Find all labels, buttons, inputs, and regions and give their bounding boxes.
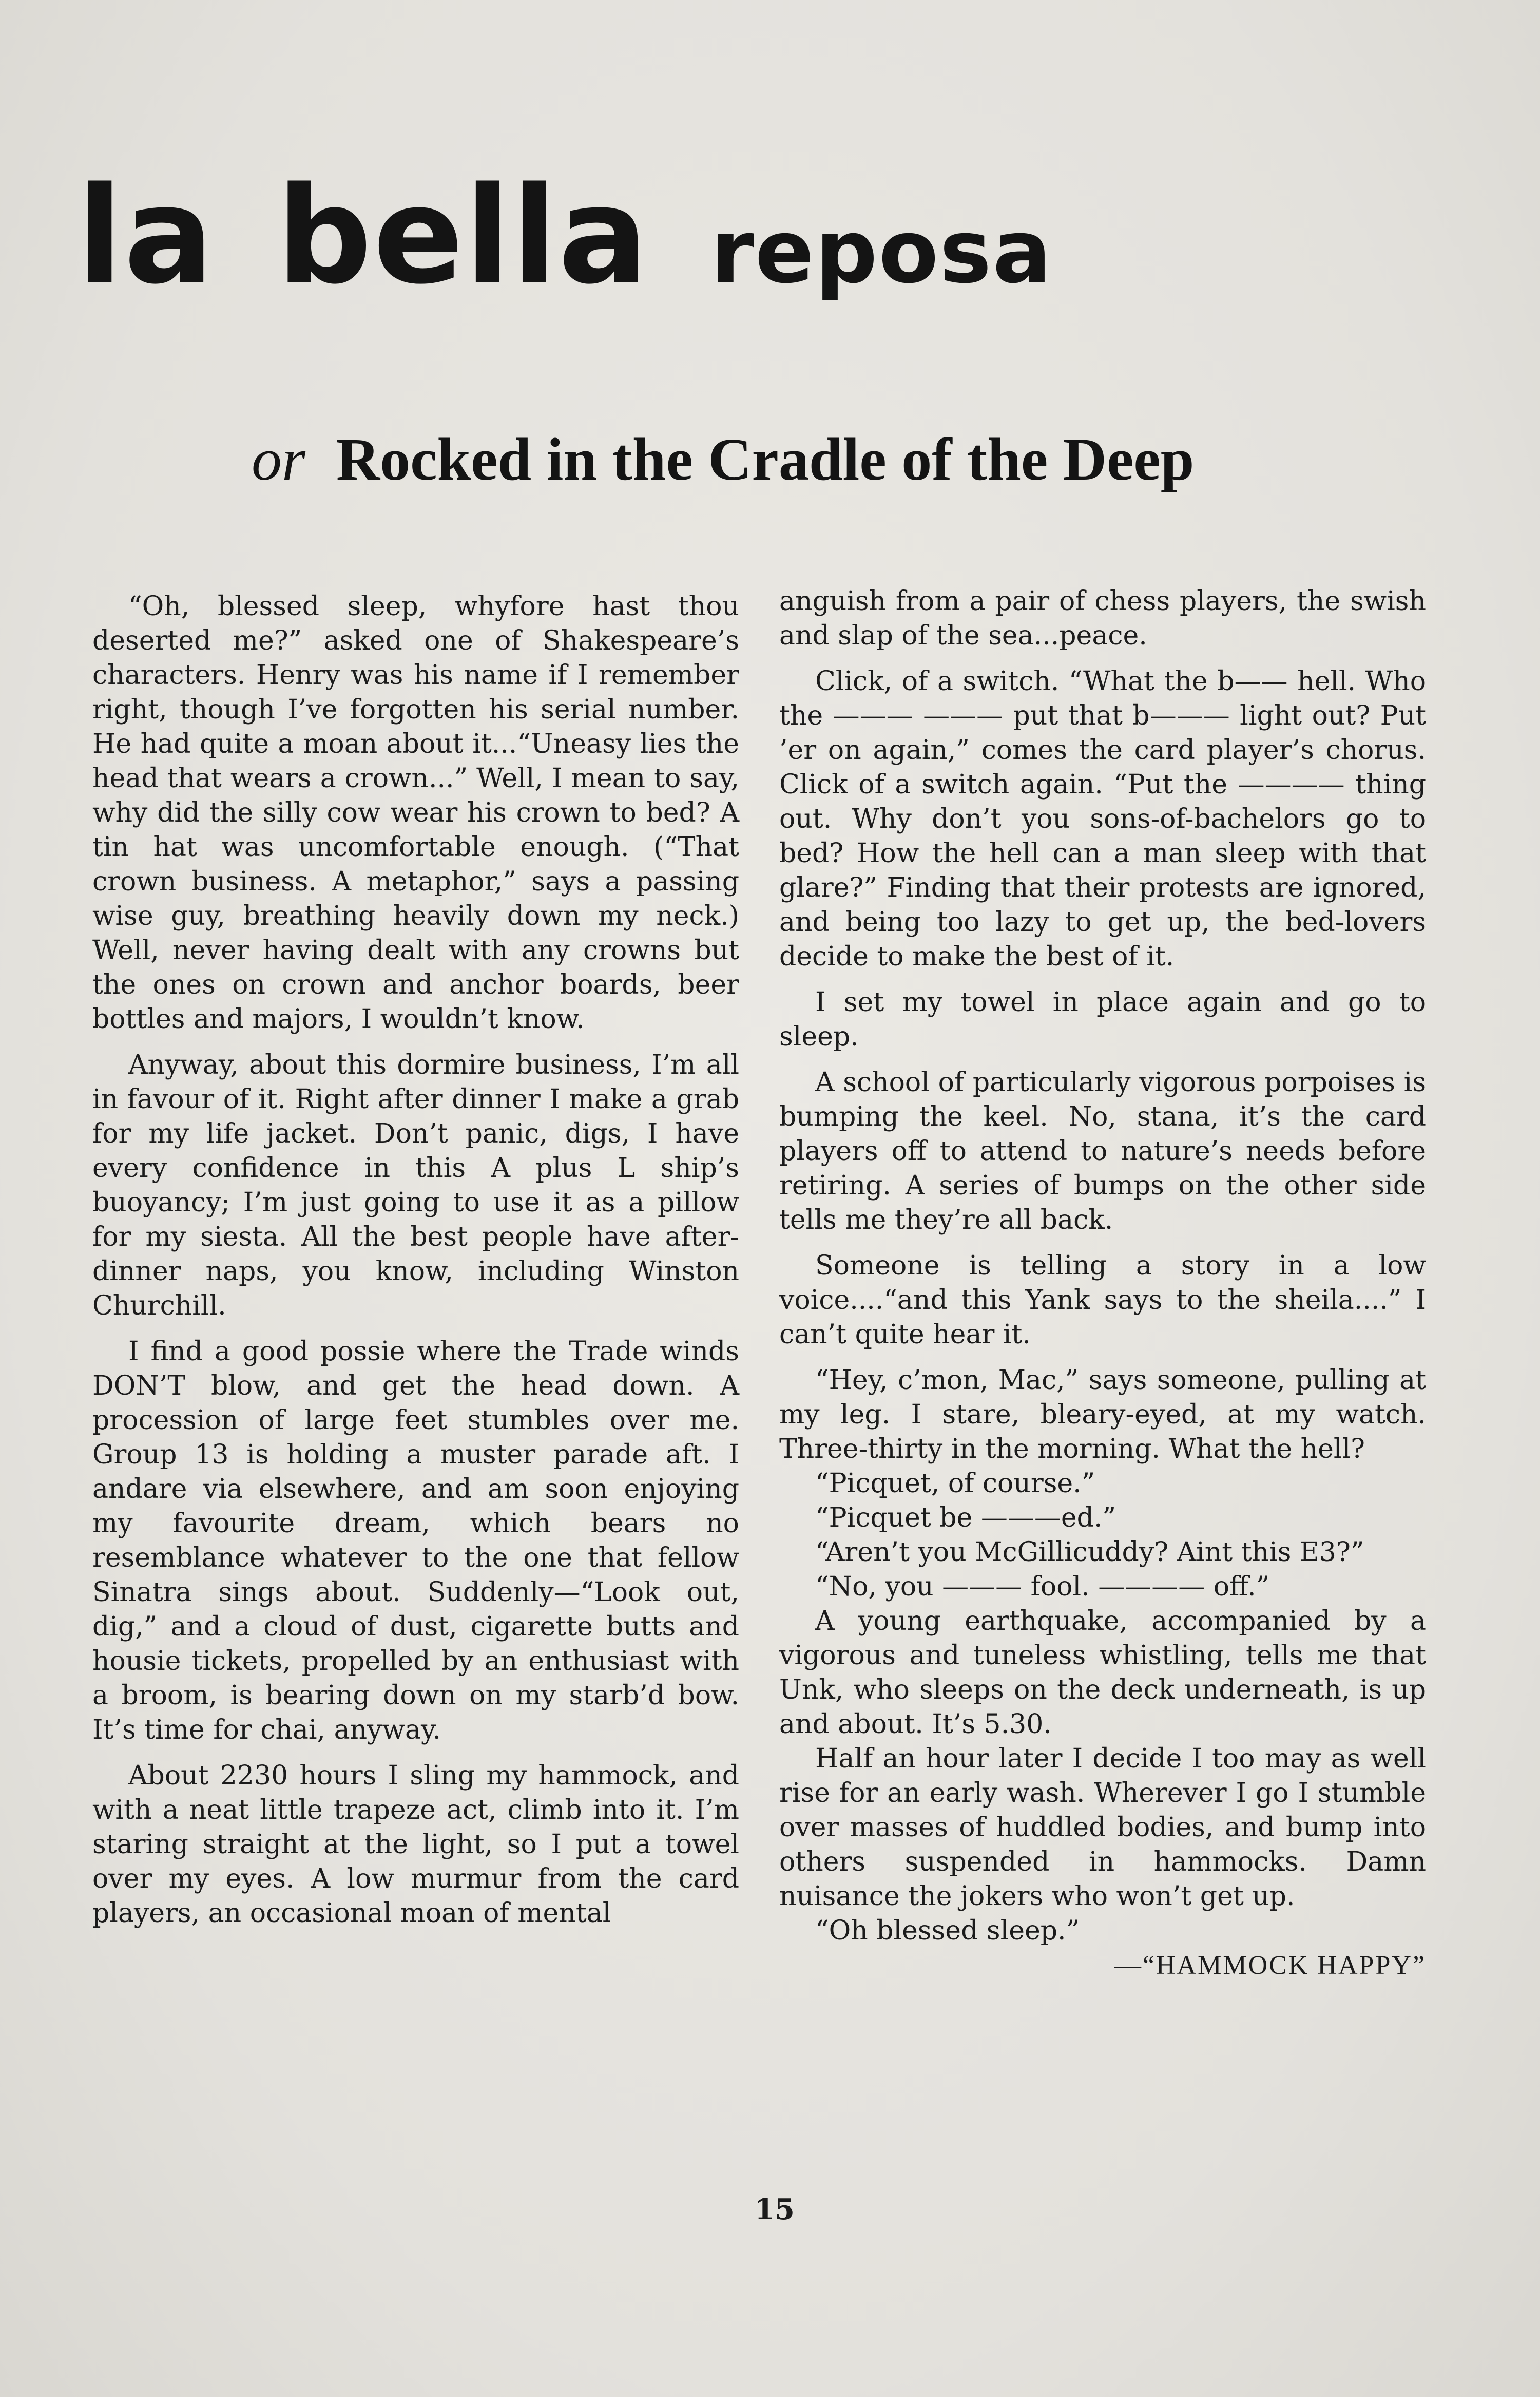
title-word-bella: bella (276, 159, 649, 314)
dialogue-line: “No, you ——— fool. ———— off.” (815, 1571, 1270, 1602)
paragraph: I find a good possie where the Trade winds DON’T blow, and get the head down. A procession of large feet stumbles over me. Group 13 is holding a muster parade aft. I andare via elsewhere, and am soon enjoying my favourite dream, which bears no resemblance whatever to the one that fellow Sinatra sings about. Suddenly—“Look out, dig,” and a cloud of dust, cigarette butts and housie tickets, propelled by an enthusiast with a broom, is bearing down on my starb’d bow. It’s time for chai, anyway. (92, 1336, 739, 1745)
paragraph: About 2230 hours I sling my hammock, and with a neat little trapeze act, climb into it. I’m staring straight at the light, so I put a towel over my eyes. A low murmur from the card players, an occasional moan of mental (92, 1760, 739, 1929)
left-column (92, 589, 739, 1942)
subtitle-prefix: or (252, 426, 305, 493)
author-signature: —“HAMMOCK HAPPY” (1114, 1951, 1426, 1980)
dialogue-line: “Aren’t you McGillicuddy? Aint this E3?” (815, 1537, 1364, 1568)
paragraph: A young earthquake, accompanied by a vigorous and tuneless whistling, tells me that Unk, who sleeps on the deck underneath, is up and about. It’s 5.30. (779, 1606, 1426, 1740)
paragraph: Someone is telling a story in a low voice....“and this Yank says to the sheila....” I can’t quite hear it. (779, 1250, 1426, 1350)
article-subtitle (252, 426, 1417, 493)
paragraph: anguish from a pair of chess players, the swish and slap of the sea...peace. (779, 586, 1426, 651)
paragraph: I set my towel in place again and go to sleep. (779, 987, 1426, 1052)
paragraph: Anyway, about this dormire business, I’m all in favour of it. Right after dinner I make a grab for my life jacket. Don’t panic, digs, I have every confidence in this A plus L ship’s buoyancy; I’m just going to use it as a pillow for my siesta. All the best people have after-dinner naps, you know, including Winston Churchill. (92, 1050, 739, 1321)
paragraph: “Oh, blessed sleep, whyfore hast thou deserted me?” asked one of Shakespeare’s characters. Henry was his name if I remember right, though I’ve forgotten his serial number. He had quite a moan about it...“Uneasy lies the head that wears a crown...” Well, I mean to say, why did the silly cow wear his crown to bed? A tin hat was uncomfortable enough. (“That crown business. A metaphor,” says a passing wise guy, breathing heavily down my neck.) Well, never having dealt with any crowns but the ones on crown and anchor boards, beer bottles and majors, I wouldn’t know. (92, 591, 739, 1035)
paragraph: A school of particularly vigorous porpoises is bumping the keel. No, stana, it’s the card players off to attend to nature’s needs before retiring. A series of bumps on the other side tells me they’re all back. (779, 1067, 1426, 1235)
page-number: 15 (755, 2193, 795, 2227)
dialogue-line: “Oh blessed sleep.” (815, 1915, 1080, 1946)
subtitle-main: Rocked in the Cradle of the Deep (336, 426, 1195, 493)
dialogue-line: “Picquet, of course.” (815, 1468, 1095, 1499)
paragraph: Half an hour later I decide I too may as well rise for an early wash. Wherever I go I stumble over masses of huddled bodies, and bump into others suspended in hammocks. Damn nuisance the jokers who won’t get up. (779, 1743, 1426, 1912)
article-title (77, 159, 1053, 314)
title-word-reposa: reposa (710, 201, 1053, 303)
right-column (779, 584, 1426, 1994)
paragraph: Click, of a switch. “What the b—— hell. Who the ——— ——— put that b——— light out? Put ’er on again,” comes the card player’s chorus. Click of a switch again. “Put the ———— thing out. Why don’t you sons-of-bachelors go to bed? How the hell can a man sleep with that glare?” Finding that their protests are ignored, and being too lazy to get up, the bed-lovers decide to make the best of it. (779, 666, 1426, 972)
dialogue-line: “Picquet be ———ed.” (815, 1502, 1116, 1533)
title-word-la: la (77, 159, 215, 314)
paragraph: “Hey, c’mon, Mac,” says someone, pulling at my leg. I stare, bleary-eyed, at my watch. Three-thirty in the morning. What the hell? (779, 1365, 1426, 1464)
